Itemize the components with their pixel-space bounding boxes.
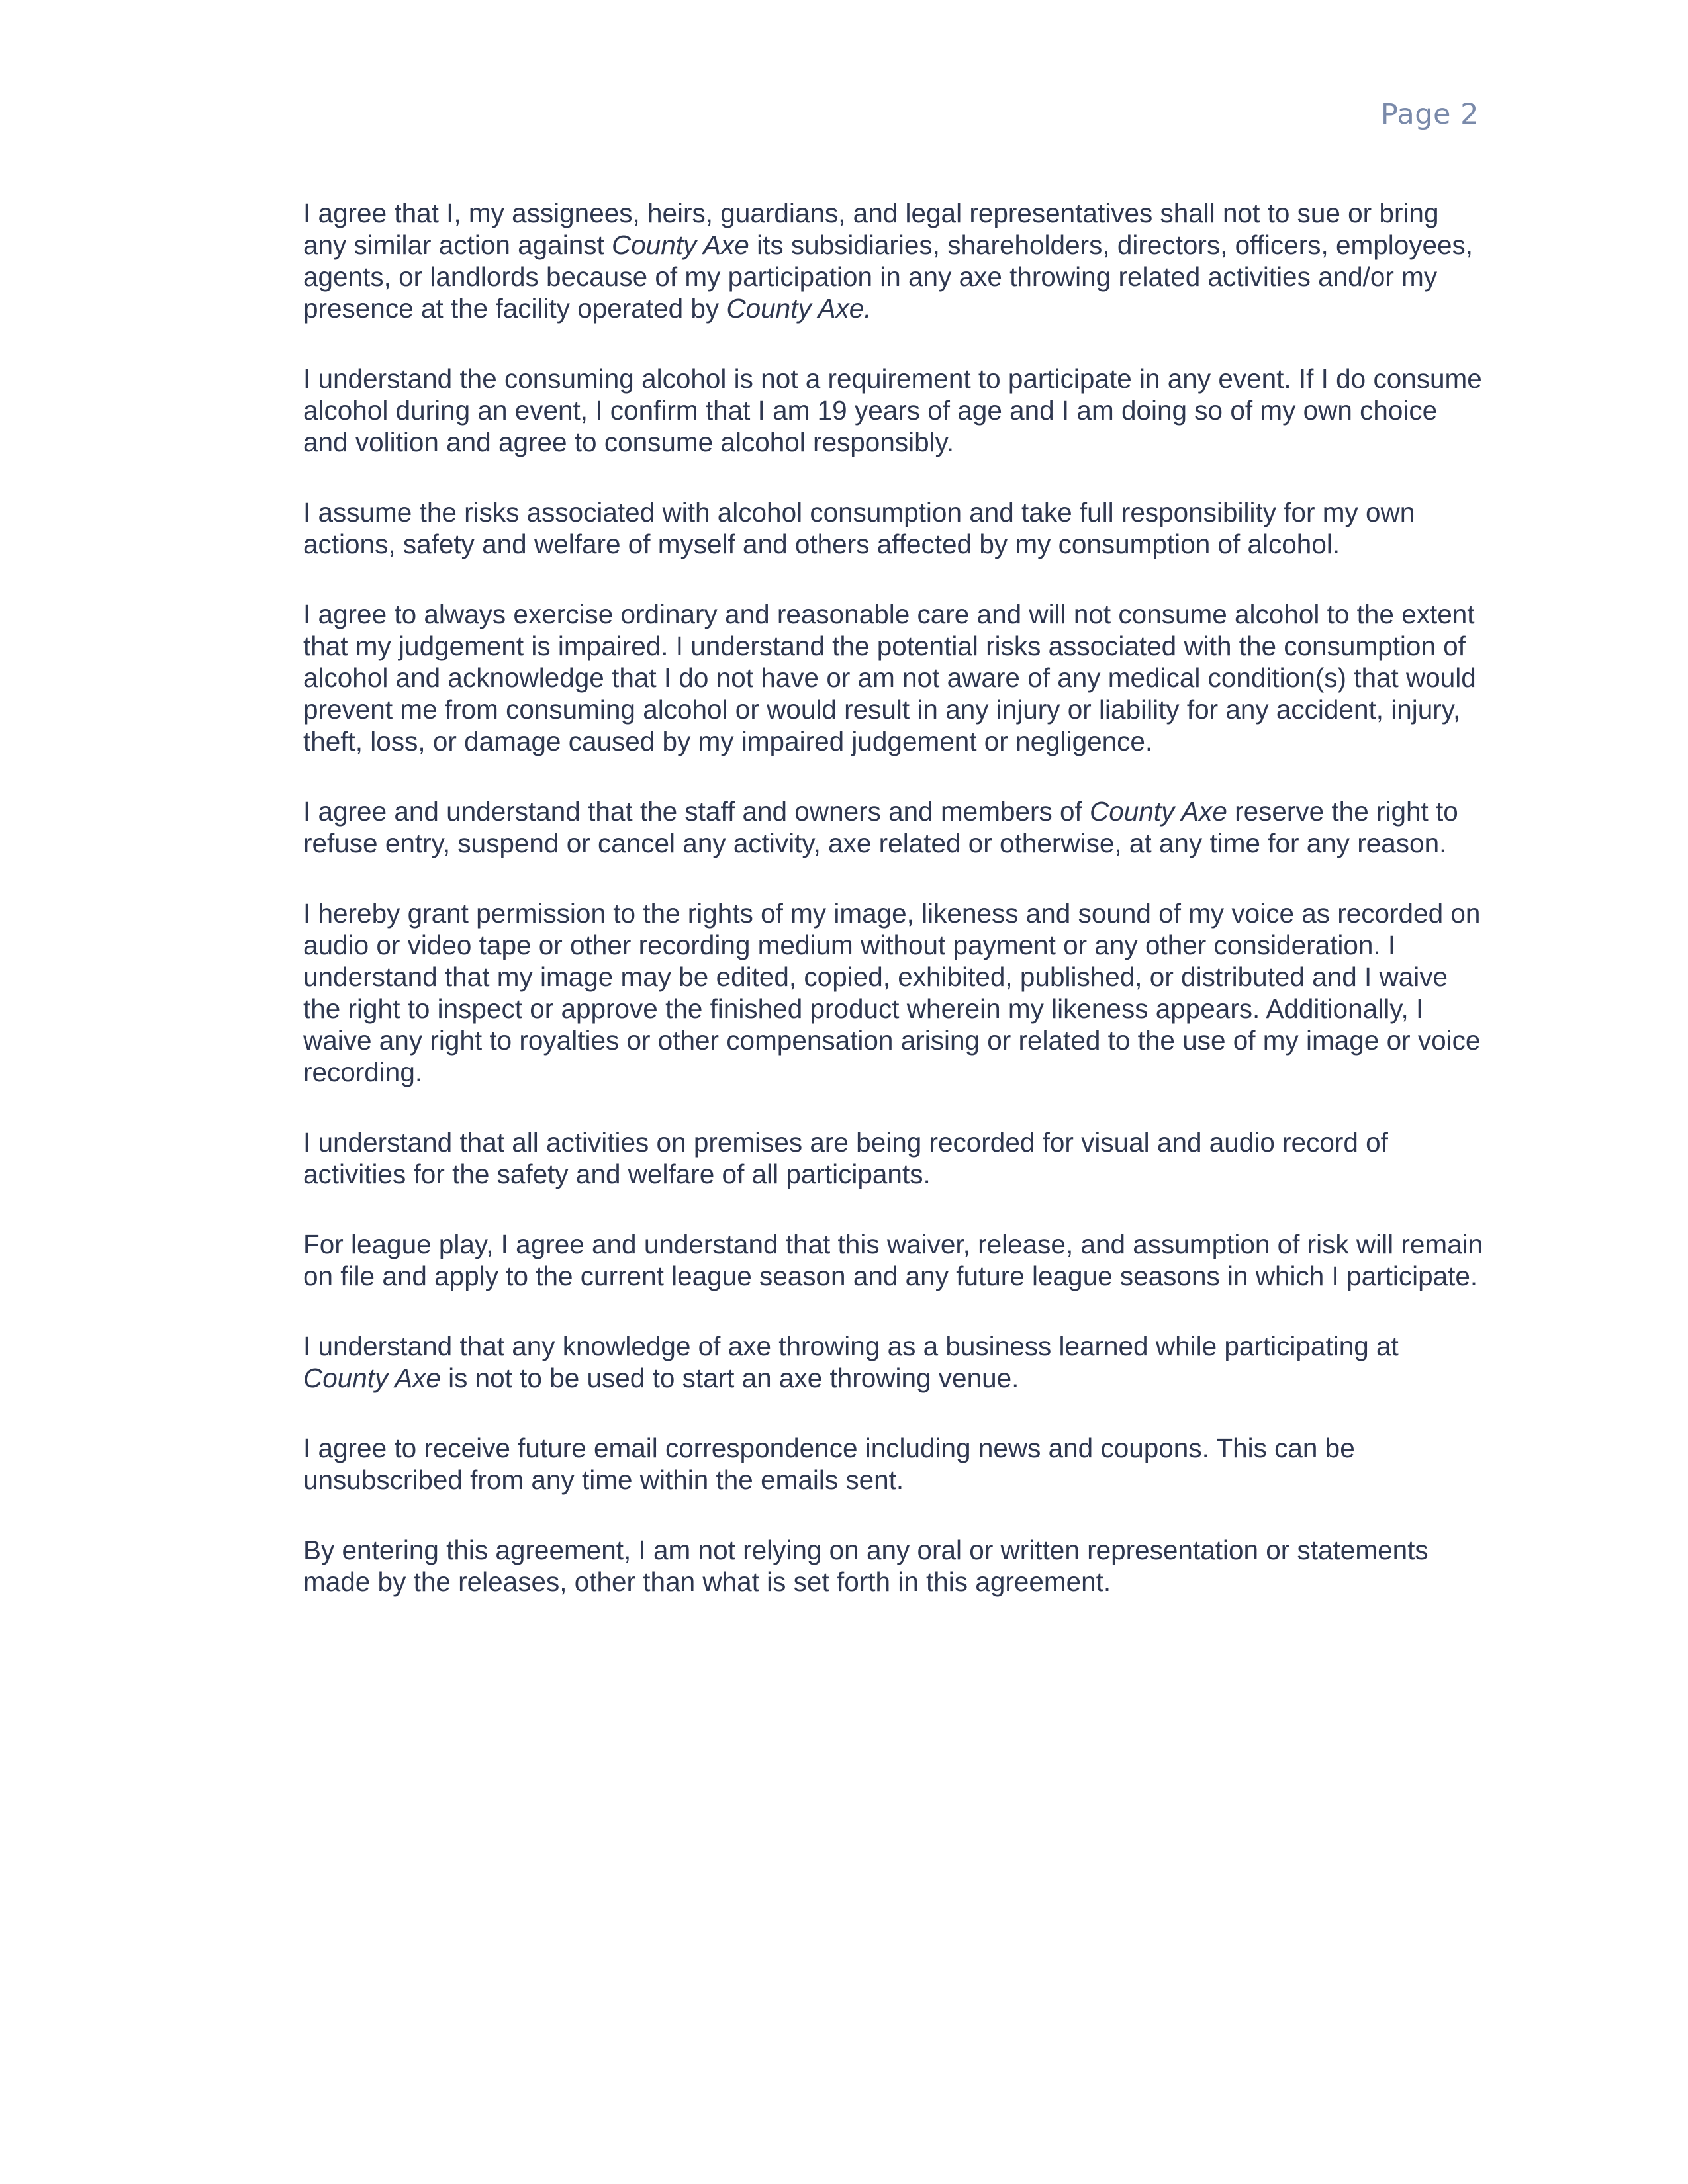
paragraph-text: I understand that any knowledge of axe throwing as a business learned while participating at	[303, 1331, 1399, 1361]
paragraph-text: I agree and understand that the staff and owners and members of	[303, 796, 1090, 827]
waiver-body	[303, 197, 1488, 1636]
paragraph-text: is not to be used to start an axe throwing venue.	[440, 1363, 1019, 1393]
paragraph-alcohol-risks: I assume the risks associated with alcohol consumption and take full responsibility for my own actions, safety and welfare of myself and others affected by my consumption of alcohol.	[303, 497, 1415, 559]
company-name: County Axe	[303, 1363, 441, 1393]
paragraph-reasonable-care: I agree to always exercise ordinary and reasonable care and will not consume alcohol to the extent that my judgement is impaired. I understand the potential risks associated with the consumption of alcohol and acknowledge that I do not have or am not aware of any medical condition(s) that would prevent me from consuming alcohol or would result in any injury or liability for any accident, injury, theft, loss, or damage caused by my impaired judgement or negligence.	[303, 599, 1476, 756]
paragraph-image-rights: I hereby grant permission to the rights of my image, likeness and sound of my voice as recorded on audio or video tape or other recording medium without payment or any other consideration. I understand that my image may be edited, copied, exhibited, published, or distributed and I waive the right to inspect or approve the finished product wherein my likeness appears. Additionally, I waive any right to royalties or other compensation arising or related to the use of my image or voice recording.	[303, 898, 1481, 1087]
paragraph-business-knowledge	[303, 1330, 1488, 1394]
company-name: County Axe	[611, 230, 749, 260]
company-name: County Axe.	[726, 293, 872, 324]
paragraph-recording: I understand that all activities on premises are being recorded for visual and audio record of activities for the safety and welfare of all participants.	[303, 1127, 1388, 1189]
paragraph-text: I agree that I, my assignees, heirs, guardians, and legal representatives shall not to sue or bring any similar action against	[303, 198, 1439, 260]
paragraph-email-consent: I agree to receive future email correspondence including news and coupons. This can be unsubscribed from any time within the emails sent.	[303, 1433, 1355, 1495]
page-number: Page 2	[1380, 98, 1479, 131]
paragraph-no-suit	[303, 197, 1488, 324]
paragraph-alcohol-not-required: I understand the consuming alcohol is not a requirement to participate in any event. If I do consume alcohol during an event, I confirm that I am 19 years of age and I am doing so of my own choice and volition and agree to consume alcohol responsibly.	[303, 363, 1482, 457]
paragraph-text: its subsidiaries, shareholders, directors, officers, employees, agents, or landlords because of my participation in any axe throwing related activities and/or my presence at the facility operated by	[303, 230, 1474, 324]
company-name: County Axe	[1090, 796, 1227, 827]
paragraph-league-play: For league play, I agree and understand that this waiver, release, and assumption of risk will remain on file and apply to the current league season and any future league seasons in which I participate.	[303, 1229, 1483, 1291]
paragraph-entire-agreement: By entering this agreement, I am not relying on any oral or written representation or statements made by the releases, other than what is set forth in this agreement.	[303, 1535, 1429, 1597]
paragraph-text: reserve the right to refuse entry, suspend or cancel any activity, axe related or otherwise, at any time for any reason.	[303, 796, 1458, 858]
paragraph-refuse-entry	[303, 796, 1488, 859]
